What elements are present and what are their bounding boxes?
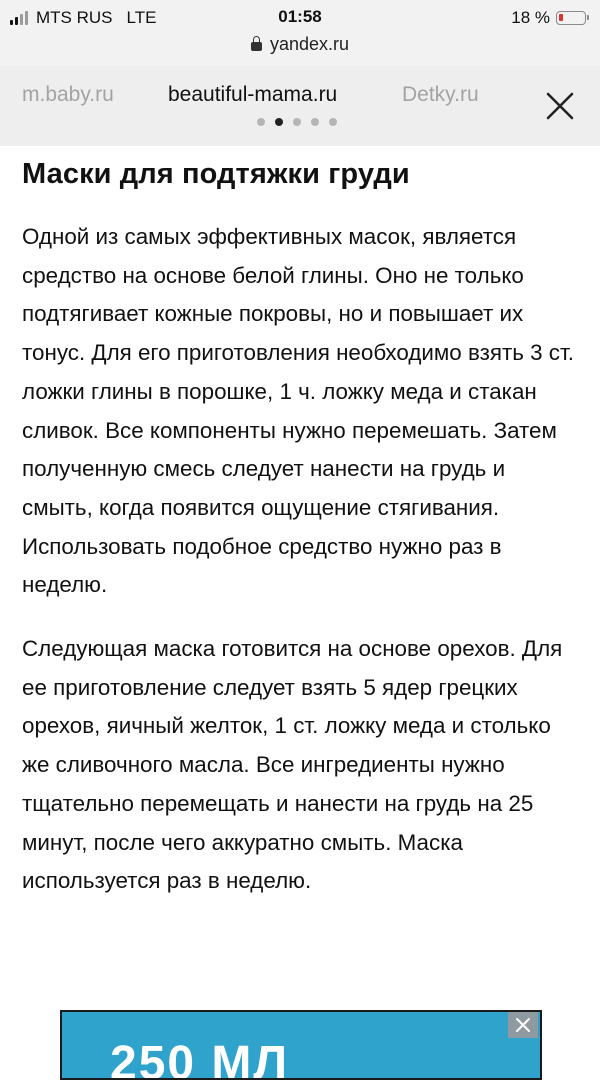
page-dot [293, 118, 301, 126]
article-paragraph: Следующая маска готовится на основе орехов. Для ее приготовление следует взять 5 ядер грецких орехов, яичный желток, 1 ст. ложку меда и столько же сливочного масла. Все ингредиенты нужно тщательно перемещать и нанести на грудь на 25 минут, после чего аккуратно смыть. Маска используется раз в неделю. [22, 636, 563, 894]
url-bar[interactable] [0, 32, 600, 56]
ad-close-button[interactable] [508, 1012, 538, 1038]
page-dot [311, 118, 319, 126]
lock-icon [251, 42, 262, 51]
close-button[interactable] [540, 86, 580, 126]
network-type: LTE [126, 8, 157, 27]
url-domain: yandex.ru [269, 33, 350, 54]
battery-percent: 18 % [511, 8, 550, 27]
site-tab-prev[interactable]: m.baby.ru [22, 83, 114, 106]
page-dot [275, 118, 283, 126]
battery-icon [556, 11, 586, 25]
status-time: 01:58 [278, 7, 322, 26]
page-dot [329, 118, 337, 126]
site-tab-next[interactable]: Detky.ru [402, 83, 479, 106]
article-paragraph: Одной из самых эффективных масок, является средство на основе белой глины. Оно не только подтягивает кожные покровы, но и повышает их тонус. Для его приготовления необходимо взять 3 ст. ложки глины в порошке, 1 ч. ложку меда и стакан сливок. Все компоненты нужно перемешать. Затем полученную смесь следует нанести на грудь и смыть, когда появится ощущение стягивания. Использовать подобное средство нужно раз в неделю. [22, 224, 575, 598]
ad-banner-text: 250 МЛ [110, 1037, 290, 1080]
signal-strength-icon [10, 11, 28, 25]
status-right [511, 7, 586, 29]
article-title: Маски для подтяжки груди [22, 158, 410, 190]
close-icon [540, 86, 580, 126]
status-left [10, 7, 156, 29]
carrier-name: MTS RUS [36, 8, 113, 27]
page-indicator [257, 118, 337, 126]
page-dot [257, 118, 265, 126]
site-tab-active[interactable]: beautiful-mama.ru [168, 83, 338, 106]
browser-top-bar [0, 0, 600, 66]
article-content [22, 150, 582, 901]
site-switcher [0, 66, 600, 146]
close-icon [508, 1012, 538, 1038]
ad-banner[interactable] [60, 1010, 542, 1080]
battery-level-fill [559, 14, 563, 21]
